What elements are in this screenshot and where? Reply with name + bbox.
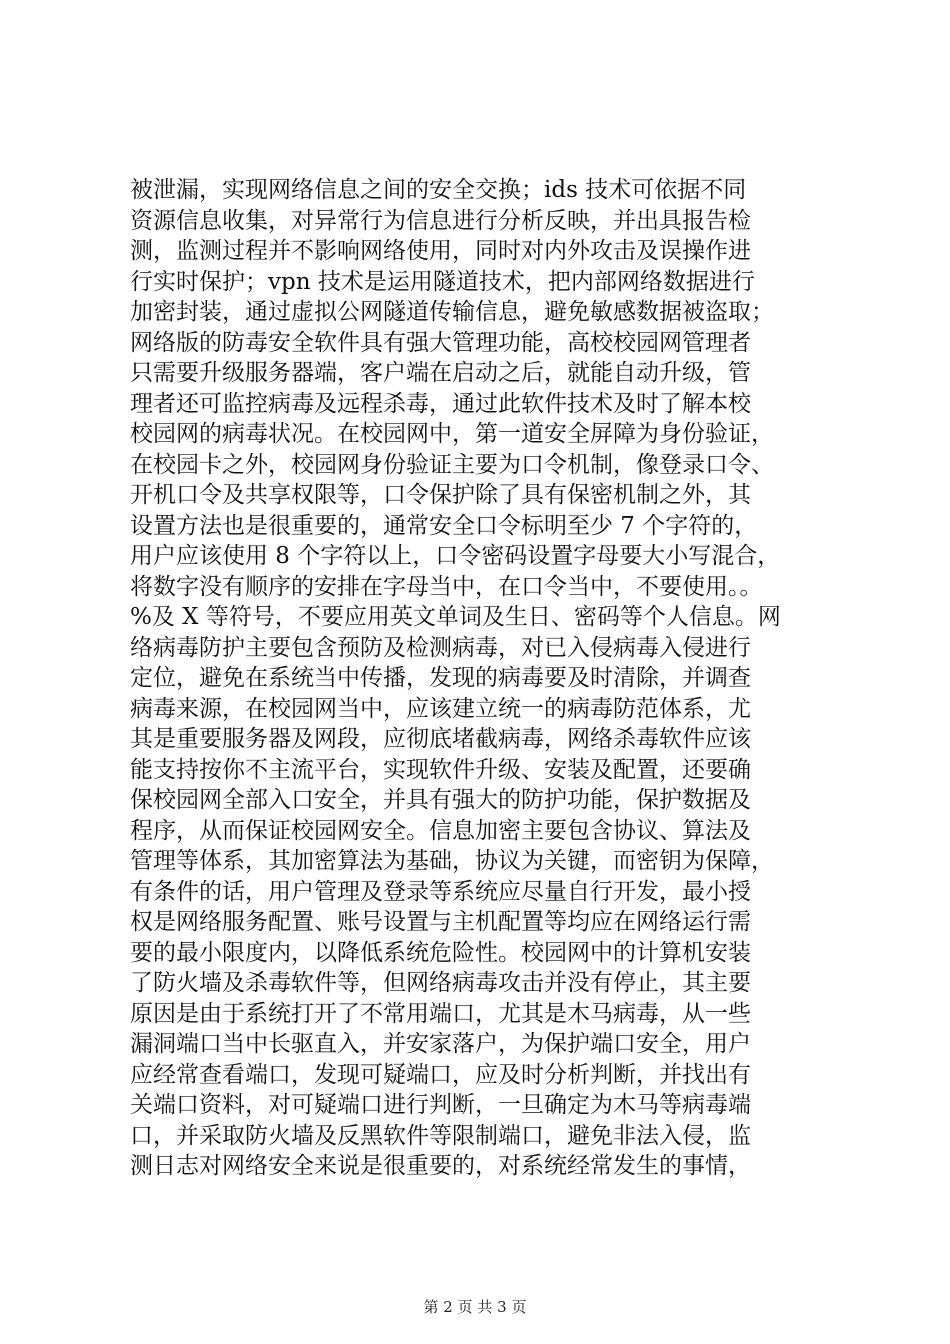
text-line: 测日志对网络安全来说是很重要的，对系统经常发生的事情， xyxy=(130,1153,751,1179)
text-line: 络病毒防护主要包含预防及检测病毒，对已入侵病毒入侵进行 xyxy=(130,634,751,661)
text-line: 网络版的防毒安全软件具有强大管理功能，高校校园网管理者 xyxy=(130,329,751,356)
text-line: 有条件的话，用户管理及登录等系统应尽量自行开发，最小授 xyxy=(130,878,751,905)
text-line: 校园网的病毒状况。在校园网中，第一道安全屏障为身份验证， xyxy=(130,421,774,447)
text-line: 能支持按你不主流平台，实现软件升级、安装及配置，还要确 xyxy=(130,756,751,783)
text-line: 应经常查看端口，发现可疑端口，应及时分析判断，并找出有 xyxy=(130,1061,751,1088)
text-line: 口，并采取防火墙及反黑软件等限制端口，避免非法入侵，监 xyxy=(130,1122,751,1149)
text-line: %及 X 等符号，不要应用英文单词及生日、密码等个人信息。网 xyxy=(130,604,781,630)
text-line: 了防火墙及杀毒软件等，但网络病毒攻击并没有停止，其主要 xyxy=(130,970,751,996)
text-line: 测，监测过程并不影响网络使用，同时对内外攻击及误操作进 xyxy=(130,238,751,264)
text-line: 定位，避免在系统当中传播，发现的病毒要及时清除，并调查 xyxy=(130,665,751,691)
text-line: 关端口资料，对可疑端口进行判断，一旦确定为木马等病毒端 xyxy=(130,1092,751,1118)
text-line: 加密封装，通过虚拟公网隧道传输信息，避免敏感数据被盗取； xyxy=(130,299,774,325)
text-line: 被泄漏，实现网络信息之间的安全交换；ids 技术可依据不同 xyxy=(130,177,747,203)
text-line: 漏洞端口当中长驱直入，并安家落户，为保护端口安全，用户 xyxy=(130,1031,751,1057)
page-footer: 第 2 页 共 3 页 xyxy=(423,1298,527,1316)
text-line: 其是重要服务器及网段，应彻底堵截病毒，网络杀毒软件应该 xyxy=(130,726,751,752)
text-line: 设置方法也是很重要的，通常安全口令标明至少 7 个字符的， xyxy=(130,512,758,539)
text-line: 原因是由于系统打开了不常用端口，尤其是木马病毒，从一些 xyxy=(130,1000,751,1027)
text-line: 只需要升级服务器端，客户端在启动之后，就能自动升级，管 xyxy=(130,360,751,386)
text-line: 将数字没有顺序的安排在字母当中，在口令当中，不要使用。。 xyxy=(130,573,763,600)
body-text xyxy=(130,175,830,1182)
text-line: 理者还可监控病毒及远程杀毒，通过此软件技术及时了解本校 xyxy=(130,390,751,417)
text-line: 在校园卡之外，校园网身份验证主要为口令机制，像登录口令、 xyxy=(130,451,774,478)
text-line: 开机口令及共享权限等，口令保护除了具有保密机制之外，其 xyxy=(130,482,751,508)
text-line: 管理等体系，其加密算法为基础，协议为关键，而密钥为保障， xyxy=(130,848,774,874)
text-line: 保校园网全部入口安全，并具有强大的防护功能，保护数据及 xyxy=(130,787,751,813)
text-line: 程序，从而保证校园网安全。信息加密主要包含协议、算法及 xyxy=(130,817,751,844)
text-line: 行实时保护；vpn 技术是运用隧道技术，把内部网络数据进行 xyxy=(130,268,755,295)
text-line: 资源信息收集，对异常行为信息进行分析反映，并出具报告检 xyxy=(130,207,751,234)
text-line: 用户应该使用 8 个字符以上，口令密码设置字母要大小写混合， xyxy=(130,543,781,569)
text-line: 权是网络服务配置、账号设置与主机配置等均应在网络运行需 xyxy=(130,909,751,935)
text-line: 病毒来源，在校园网当中，应该建立统一的病毒防范体系，尤 xyxy=(130,695,751,722)
text-line: 要的最小限度内，以降低系统危险性。校园网中的计算机安装 xyxy=(130,939,751,966)
